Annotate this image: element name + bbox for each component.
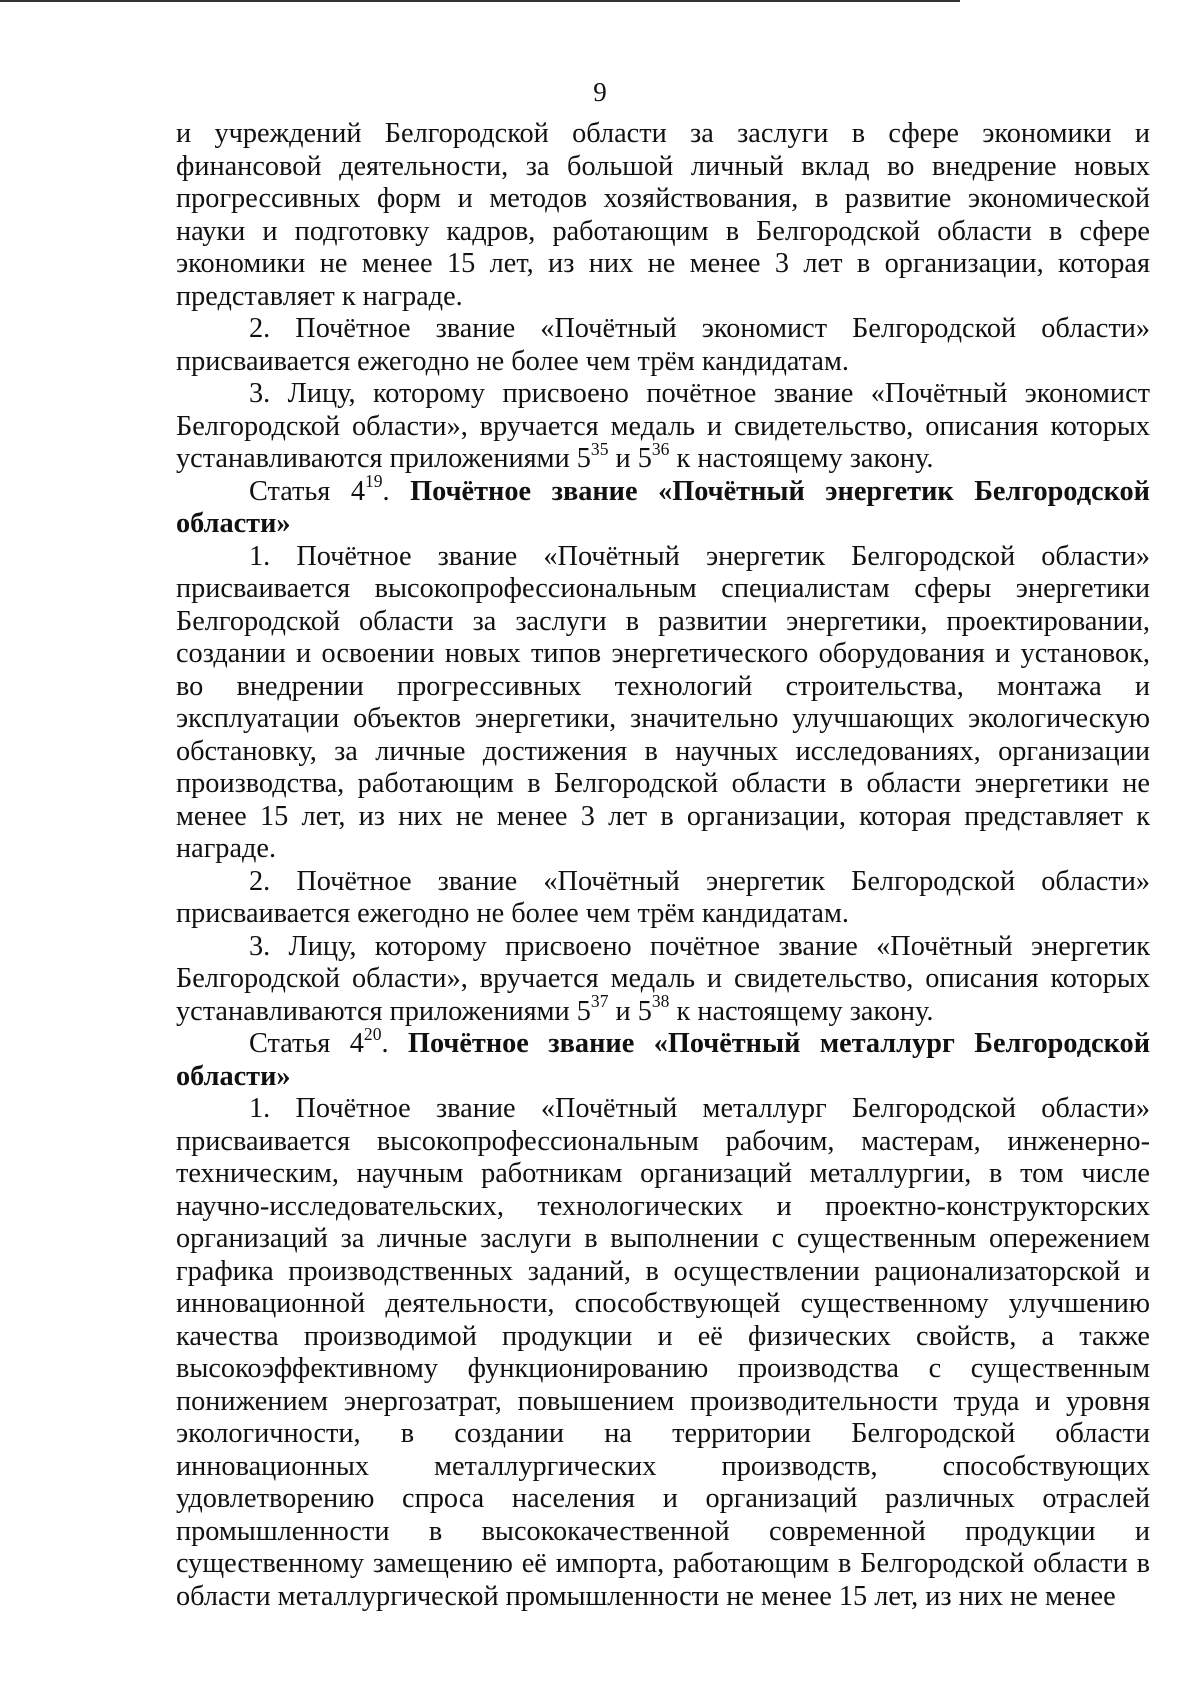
paragraph: 1. Почётное звание «Почётный металлург Белгородской области» присваивается высокопрофессиональным рабочим, мастерам, инженерно-техническим, научным работникам организаций металлургии, в том числе научно-исследовательских, технологических и проектно-конструкторских организаций за личные заслуги в выполнении с существенным опережением графика производственных заданий, в осуществлении рационализаторской и инновационной деятельности, способствующей существенному улучшению качества производимой продукции и её физических свойств, а также высокоэффективному функционированию производства с существенным понижением энергозатрат, повышением производительности труда и уровня экологичности, в создании на территории Белгородской области инновационных металлургических производств, способствующих удовлетворению спроса населения и организаций различных отраслей промышленности в высококачественной современной продукции и существенному замещению её импорта, работающим в Белгородской области в области металлургической промышленности не менее 15 лет, из них не менее bbox=[176, 1093, 1150, 1612]
article-title: Почётное звание «Почётный металлург Белгородской области» bbox=[176, 1028, 1150, 1092]
paragraph-text: 3. Лицу, которому присвоено почётное звание «Почётный экономист Белгородской области», вручается медаль и свидетельство, описания которых устанавливаются приложениями 5 bbox=[176, 378, 1150, 474]
appendix-superscript: 37 bbox=[590, 991, 609, 1012]
article-number: Статья $4^{19}$. bbox=[249, 471, 390, 507]
paragraph-text: к настоящему закону. bbox=[669, 443, 934, 474]
document-body bbox=[176, 118, 1150, 1613]
article-heading bbox=[176, 471, 1150, 541]
article-heading bbox=[176, 1023, 1150, 1093]
paragraph bbox=[176, 378, 1150, 476]
paragraph: 2. Почётное звание «Почётный экономист Белгородской области» присваивается ежегодно не более чем трём кандидатам. bbox=[176, 313, 1150, 377]
appendix-superscript: 36 bbox=[651, 438, 670, 459]
paragraph: 2. Почётное звание «Почётный энергетик Белгородской области» присваивается ежегодно не более чем трём кандидатам. bbox=[176, 865, 1150, 929]
paragraph: и учреждений Белгородской области за заслуги в сфере экономики и финансовой деятельности, за большой личный вклад во внедрение новых прогрессивных форм и методов хозяйствования, в развитие экономической науки и подготовку кадров, работающим в Белгородской области в сфере экономики не менее 15 лет, из них не менее 3 лет в организации, которая представляет к награде. bbox=[176, 118, 1150, 312]
paragraph: 1. Почётное звание «Почётный энергетик Белгородской области» присваивается высокопрофессиональным специалистам сферы энергетики Белгородской области за заслуги в развитии энергетики, проектировании, создании и освоении новых типов энергетического оборудования и установок, во внедрении прогрессивных технологий строительства, монтажа и эксплуатации объектов энергетики, значительно улучшающих экологическую обстановку, за личные достижения в научных исследованиях, организации производства, работающим в Белгородской области в области энергетики не менее 15 лет, из них не менее 3 лет в организации, которая представляет к награде. bbox=[176, 540, 1150, 864]
appendix-superscript: 35 bbox=[590, 438, 609, 459]
appendix-superscript: 38 bbox=[651, 991, 670, 1012]
paragraph-text: 3. Лицу, которому присвоено почётное звание «Почётный энергетик Белгородской области», вручается медаль и свидетельство, описания которых устанавливаются приложениями 5 bbox=[176, 930, 1150, 1027]
paragraph-text: к настоящему закону. bbox=[669, 995, 934, 1027]
article-title: Почётное звание «Почётный энергетик Белгородской области» bbox=[176, 475, 1150, 539]
page-number: 9 bbox=[593, 77, 607, 107]
scan-top-edge bbox=[0, 0, 960, 2]
article-number: Статья $4^{20}$. bbox=[249, 1023, 389, 1059]
paragraph bbox=[176, 931, 1150, 1029]
paragraph-text: и 5 bbox=[608, 443, 652, 474]
paragraph-text: и 5 bbox=[608, 995, 652, 1027]
